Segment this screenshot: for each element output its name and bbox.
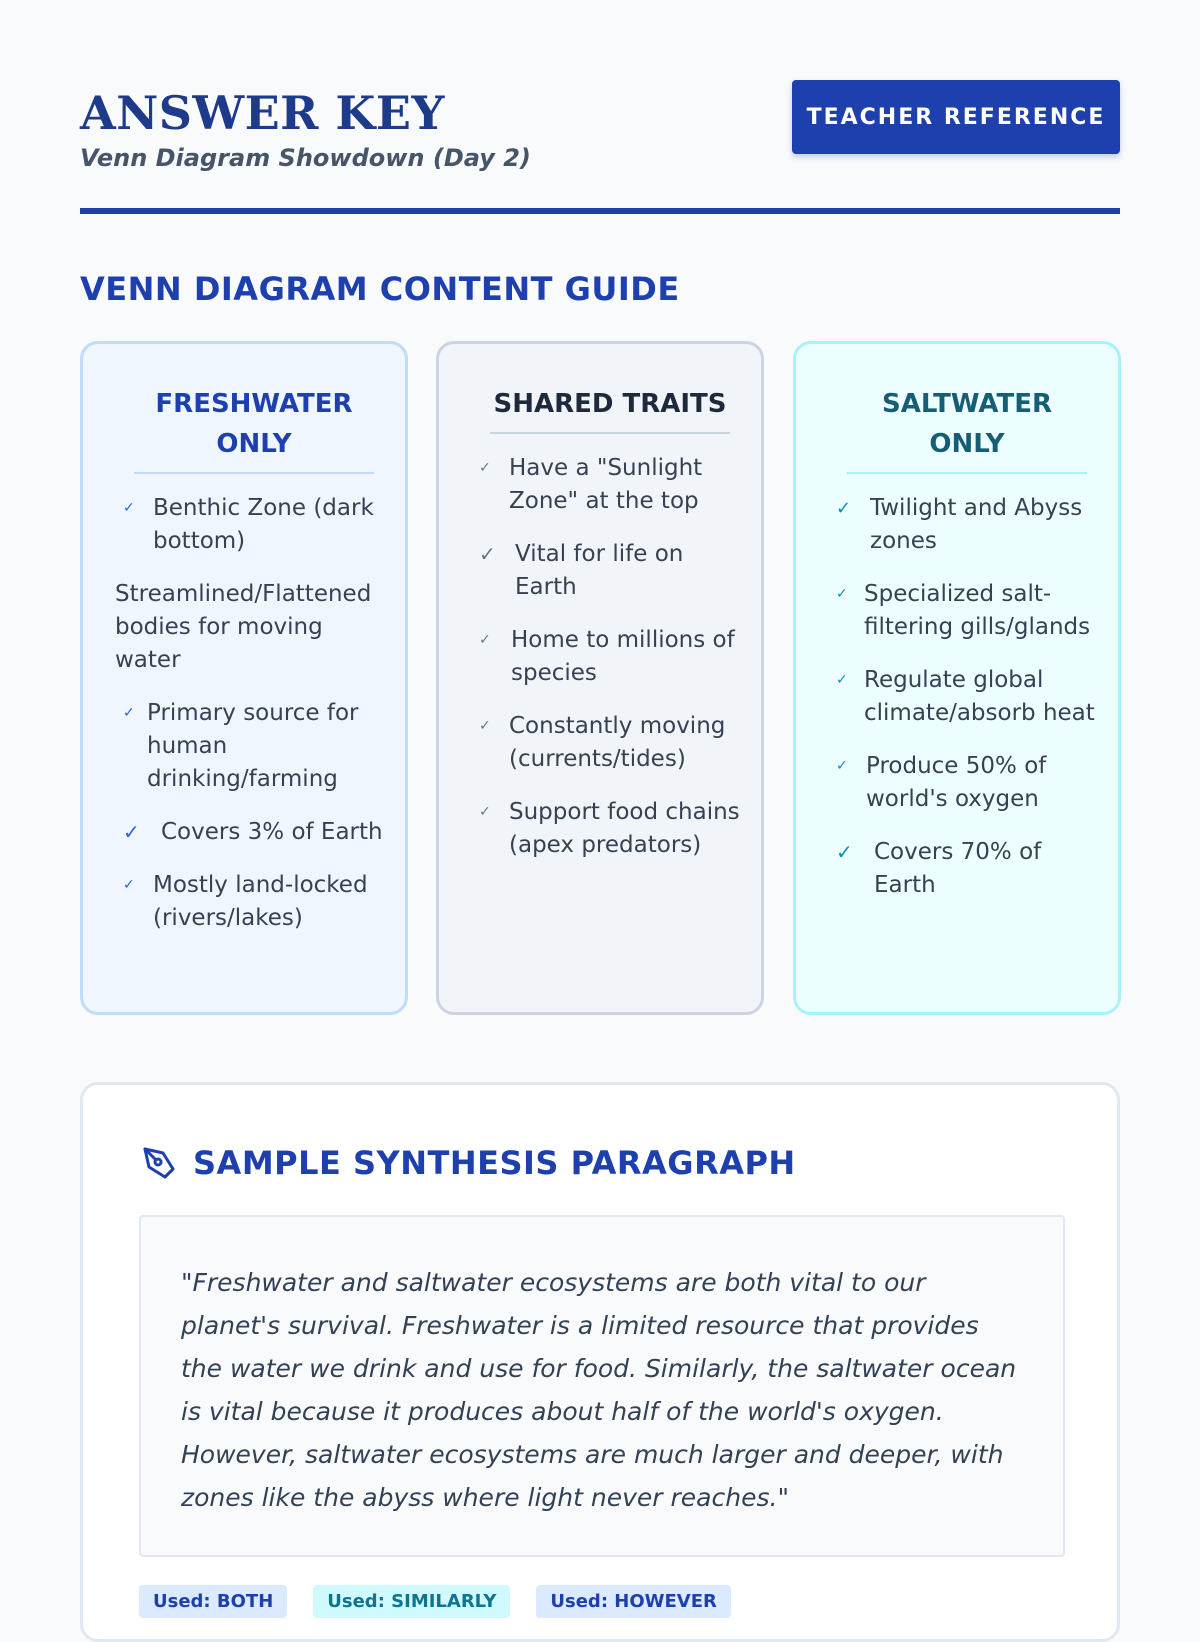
list-item: ✓ Have a "Sunlight Zone" at the top [479, 452, 741, 518]
saltwater-list [836, 492, 1098, 902]
list-item: ✓ Covers 3% of Earth [123, 816, 385, 849]
check-icon: ✓ [836, 758, 848, 774]
tag-however: Used: HOWEVER [536, 1585, 731, 1618]
pen-icon [139, 1143, 179, 1183]
check-icon: ✓ [836, 840, 853, 864]
list-item: ✓ Mostly land-locked (rivers/lakes) [123, 869, 385, 935]
check-icon: ✓ [123, 705, 135, 721]
shared-heading: SHARED TRAITS [490, 384, 730, 434]
teacher-reference-badge: TEACHER REFERENCE [792, 80, 1120, 154]
page-title: ANSWER KEY [80, 86, 445, 140]
saltwater-heading: SALTWATER ONLY [847, 384, 1087, 474]
shared-list [479, 452, 741, 862]
page-subtitle: Venn Diagram Showdown (Day 2) [80, 144, 531, 172]
check-icon: ✓ [479, 542, 496, 566]
list-item: ✓ Home to millions of species [479, 624, 741, 690]
list-item: ✓ Covers 70% of Earth [836, 836, 1098, 902]
tag-both: Used: BOTH [139, 1585, 287, 1618]
check-icon: ✓ [479, 632, 491, 648]
check-icon: ✓ [479, 460, 491, 476]
list-item: ✓ Primary source for human drinking/farming [123, 697, 385, 796]
sample-paragraph-box [139, 1215, 1065, 1557]
list-item: ✓ Specialized salt-filtering gills/glands [836, 578, 1098, 644]
list-item: Streamlined/Flattened bodies for moving water [115, 581, 372, 673]
transition-tags [139, 1585, 731, 1618]
freshwater-heading: FRESHWATER ONLY [134, 384, 374, 474]
list-item: ✓ Regulate global climate/absorb heat [836, 664, 1098, 730]
saltwater-card [793, 341, 1121, 1015]
check-icon: ✓ [479, 804, 491, 820]
freshwater-card [80, 341, 408, 1015]
synthesis-title: SAMPLE SYNTHESIS PARAGRAPH [193, 1144, 796, 1182]
sample-paragraph: "Freshwater and saltwater ecosystems are both vital to our planet's survival. Freshwater is a limited resource that provides the water we drink and use for food. Similarly, the saltwater ocean is vital because it produces about half of the world's oxygen. However, saltwater ecosystems are much larger and deeper, with zones like the abyss where light never reaches." [181, 1268, 1017, 1512]
page-header [80, 80, 1120, 214]
list-item: ✓ Produce 50% of world's oxygen [836, 750, 1098, 816]
list-item: ✓ Vital for life on Earth [479, 538, 741, 604]
check-icon: ✓ [479, 718, 491, 734]
shared-traits-card [436, 341, 764, 1015]
freshwater-list [115, 492, 385, 935]
list-item: ✓ Constantly moving (currents/tides) [479, 710, 741, 776]
check-icon: ✓ [836, 498, 852, 519]
synthesis-header [139, 1143, 796, 1183]
list-item: ✓ Support food chains (apex predators) [479, 796, 741, 862]
tag-similarly: Used: SIMILARLY [313, 1585, 510, 1618]
check-icon: ✓ [123, 500, 135, 516]
guide-title: VENN DIAGRAM CONTENT GUIDE [80, 270, 680, 308]
check-icon: ✓ [123, 877, 135, 893]
check-icon: ✓ [123, 820, 140, 844]
check-icon: ✓ [836, 672, 848, 688]
list-item: ✓ Benthic Zone (dark bottom) [123, 492, 385, 558]
check-icon: ✓ [836, 586, 848, 602]
synthesis-card [80, 1082, 1120, 1642]
list-item: ✓ Twilight and Abyss zones [836, 492, 1098, 558]
